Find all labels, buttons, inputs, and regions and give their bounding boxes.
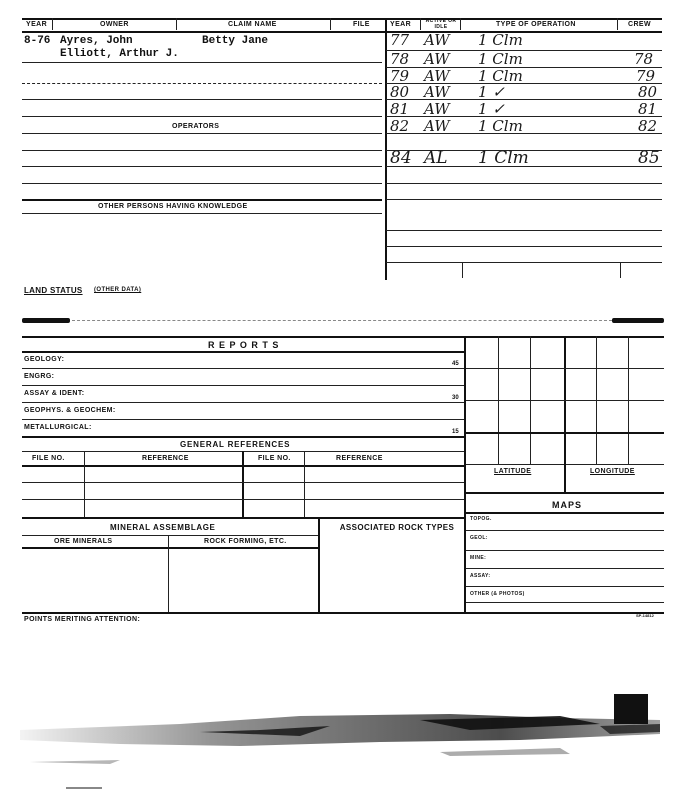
land-status-subtitle: (OTHER DATA) bbox=[94, 287, 142, 293]
general-references-title: GENERAL REFERENCES bbox=[180, 440, 291, 449]
report-number: 30 bbox=[452, 395, 459, 401]
points-meriting-attention-label: POINTS MERITING ATTENTION: bbox=[24, 616, 141, 623]
log-entry-status: AW bbox=[424, 83, 450, 101]
gr-header-file-no: FILE NO. bbox=[32, 455, 65, 462]
gr-header-reference: REFERENCE bbox=[336, 455, 383, 462]
maps-row-label: ASSAY: bbox=[470, 573, 491, 579]
other-persons-label: OTHER PERSONS HAVING KNOWLEDGE bbox=[98, 203, 248, 210]
log-entry-status: AW bbox=[424, 31, 450, 49]
maps-row-label: OTHER (& PHOTOS) bbox=[470, 591, 525, 597]
scan-mark bbox=[22, 318, 70, 323]
ore-minerals-label: ORE MINERALS bbox=[54, 538, 113, 545]
mineral-assemblage-title: MINERAL ASSEMBLAGE bbox=[110, 523, 216, 532]
log-entry-status: AW bbox=[424, 117, 450, 135]
report-label: GEOPHYS. & GEOCHEM: bbox=[24, 407, 116, 414]
log-entry-crew: 78 bbox=[634, 50, 654, 68]
log-header-active: ACTIVE OR IDLE bbox=[425, 18, 457, 30]
top-rule bbox=[22, 18, 662, 20]
log-entry-status: AW bbox=[424, 50, 450, 68]
header-owner: OWNER bbox=[100, 21, 129, 28]
maps-title: MAPS bbox=[552, 500, 583, 510]
report-number: 15 bbox=[452, 429, 459, 435]
log-entry-year: 84 bbox=[390, 148, 412, 168]
log-entry-crew: 82 bbox=[638, 117, 658, 135]
log-entry-type: 1 ✓ bbox=[478, 100, 505, 118]
reports-title: R E P O R T S bbox=[208, 340, 280, 350]
owner-row-name: Elliott, Arthur J. bbox=[60, 48, 179, 60]
log-entry-year: 82 bbox=[390, 117, 410, 135]
report-label: METALLURGICAL: bbox=[24, 424, 92, 431]
owner-row-name: Ayres, John bbox=[60, 35, 133, 47]
header-claim-name: CLAIM NAME bbox=[228, 21, 277, 28]
owner-row-year: 8-76 bbox=[24, 35, 51, 47]
report-label: GEOLOGY: bbox=[24, 356, 65, 363]
log-entry-year: 80 bbox=[390, 83, 410, 101]
owner-row-claim: Betty Jane bbox=[202, 35, 269, 47]
log-entry-year: 81 bbox=[390, 100, 410, 118]
header-year: YEAR bbox=[26, 21, 48, 28]
header-file: FILE bbox=[353, 21, 370, 28]
log-entry-year: 77 bbox=[390, 31, 410, 49]
log-header-type: TYPE OF OPERATION bbox=[496, 21, 576, 28]
log-entry-status: AW bbox=[424, 100, 450, 118]
operators-label: OPERATORS bbox=[172, 123, 220, 130]
report-number: 45 bbox=[452, 361, 459, 367]
latitude-label: LATITUDE bbox=[494, 468, 532, 475]
log-entry-status: AL bbox=[424, 148, 448, 168]
maps-row-label: MINE: bbox=[470, 555, 487, 561]
log-entry-crew: 81 bbox=[638, 100, 658, 118]
log-entry-crew: 79 bbox=[636, 67, 656, 85]
scan-mark bbox=[612, 318, 664, 323]
land-status-title: LAND STATUS bbox=[24, 286, 83, 295]
log-entry-year: 79 bbox=[390, 67, 410, 85]
log-entry-type: 1 ✓ bbox=[478, 83, 505, 101]
associated-rock-types-label: ASSOCIATED ROCK TYPES bbox=[339, 523, 455, 532]
log-header-crew: CREW bbox=[628, 21, 651, 28]
report-label: ASSAY & IDENT: bbox=[24, 390, 85, 397]
log-entry-crew: 85 bbox=[638, 148, 660, 168]
log-header-year: YEAR bbox=[390, 21, 412, 28]
rock-forming-label: ROCK FORMING, ETC. bbox=[204, 538, 287, 545]
log-entry-year: 78 bbox=[390, 50, 410, 68]
log-entry-type: 1 Clm bbox=[478, 148, 529, 168]
report-label: ENGRG: bbox=[24, 373, 55, 380]
longitude-label: LONGITUDE bbox=[590, 468, 635, 475]
scan-smudge bbox=[0, 690, 678, 800]
form-number: SP-14812 bbox=[636, 613, 654, 618]
maps-row-label: GEOL: bbox=[470, 535, 488, 541]
log-entry-type: 1 Clm bbox=[478, 31, 523, 49]
maps-row-label: TOPOG. bbox=[470, 516, 492, 522]
gr-header-file-no: FILE NO. bbox=[258, 455, 291, 462]
log-entry-status: AW bbox=[424, 67, 450, 85]
log-entry-type: 1 Clm bbox=[478, 117, 523, 135]
gr-header-reference: REFERENCE bbox=[142, 455, 189, 462]
log-entry-type: 1 Clm bbox=[478, 67, 523, 85]
log-entry-type: 1 Clm bbox=[478, 50, 523, 68]
log-entry-crew: 80 bbox=[638, 83, 658, 101]
